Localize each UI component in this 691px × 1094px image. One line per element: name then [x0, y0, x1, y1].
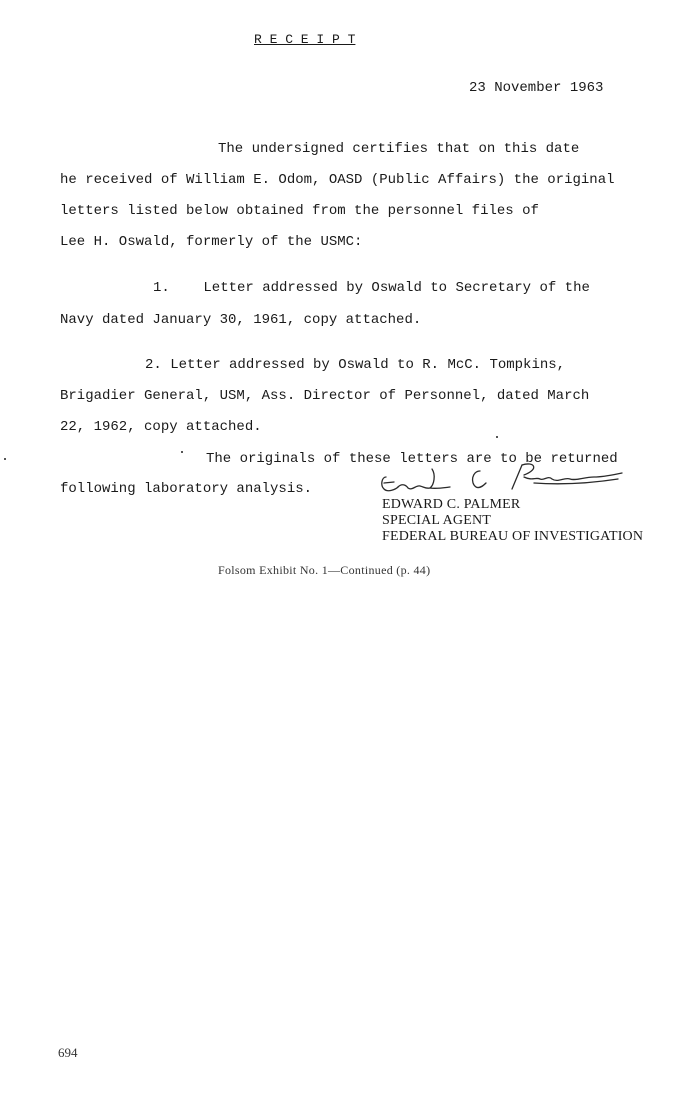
body-line: letters listed below obtained from the personnel files of	[60, 203, 539, 219]
closing-line: following laboratory analysis.	[60, 481, 313, 497]
list-item-2-line: Brigadier General, USM, Ass. Director of Personnel, dated March	[60, 388, 590, 404]
body-line: Lee H. Oswald, formerly of the USMC:	[60, 234, 363, 250]
scan-speck	[181, 451, 183, 453]
closing-line: The originals of these letters are to be returned	[206, 451, 618, 467]
signer-title: SPECIAL AGENT	[382, 513, 492, 528]
list-item-1-line: Navy dated January 30, 1961, copy attached.	[60, 312, 422, 328]
document-date: 23 November 1963	[469, 80, 604, 96]
handwritten-signature	[372, 455, 632, 503]
scan-speck	[4, 458, 6, 460]
list-item-2-line: 22, 1962, copy attached.	[60, 419, 262, 435]
signer-agency: FEDERAL BUREAU OF INVESTIGATION	[382, 529, 644, 544]
scan-speck	[496, 436, 498, 438]
exhibit-caption: Folsom Exhibit No. 1—Continued (p. 44)	[218, 563, 431, 577]
list-item-2-line: 2. Letter addressed by Oswald to R. McC. Tompkins,	[145, 357, 566, 373]
signature-block	[382, 497, 643, 545]
document-title: R E C E I P T	[254, 32, 356, 47]
signer-name: EDWARD C. PALMER	[382, 497, 521, 512]
body-line: he received of William E. Odom, OASD (Public Affairs) the original	[60, 172, 615, 188]
page-number: 694	[58, 1045, 78, 1060]
body-line: The undersigned certifies that on this date	[218, 141, 580, 157]
list-item-1-line: 1. Letter addressed by Oswald to Secretary of the	[153, 280, 590, 296]
